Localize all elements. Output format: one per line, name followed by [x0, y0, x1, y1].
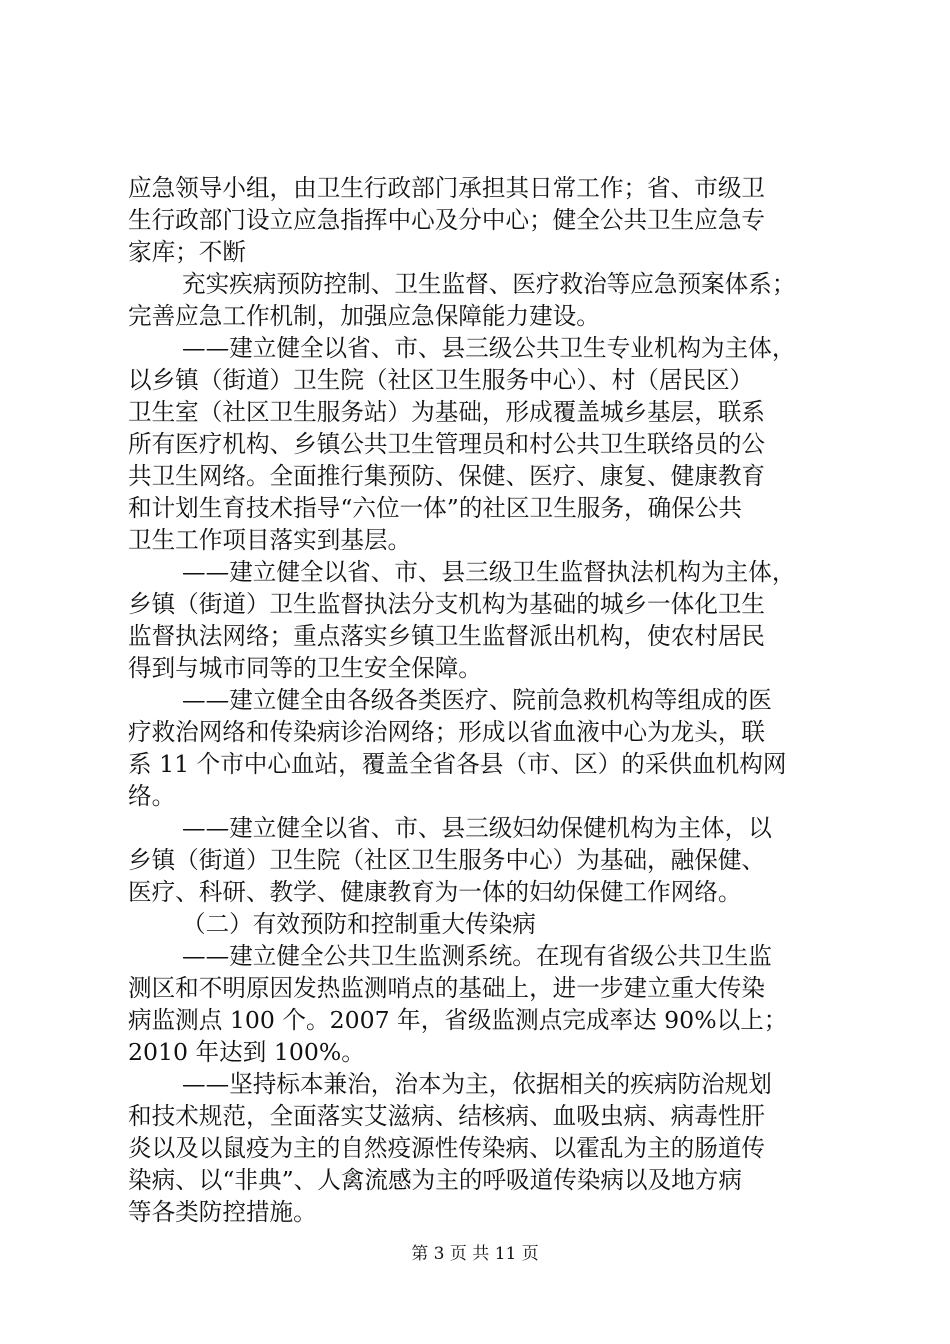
text-line: 乡镇（街道）卫生院（社区卫生服务中心）为基础，融保健、: [128, 846, 766, 874]
text-line: 系 11 个市中心血站，覆盖全省各县（市、区）的采供血机构网: [128, 750, 787, 778]
text-line: 和计划生育技术指导“六位一体”的社区卫生服务，确保公共: [128, 494, 742, 522]
text-line: 生行政部门设立应急指挥中心及分中心；健全公共卫生应急专: [128, 206, 766, 234]
text-line: ——建立健全由各级各类医疗、院前急救机构等组成的医: [182, 686, 772, 714]
text-line: 家库；不断: [128, 238, 246, 266]
document-body: [128, 172, 828, 1228]
text-line: ——坚持标本兼治，治本为主，依据相关的疾病防治规划: [182, 1070, 772, 1098]
text-line: 完善应急工作机制，加强应急保障能力建设。: [128, 302, 600, 330]
text-line: 测区和不明原因发热监测哨点的基础上，进一步建立重大传染: [128, 974, 766, 1002]
text-line: 染病、以“非典”、人禽流感为主的呼吸道传染病以及地方病: [128, 1166, 742, 1194]
text-line: 所有医疗机构、乡镇公共卫生管理员和村公共卫生联络员的公: [128, 430, 766, 458]
text-line: 卫生工作项目落实到基层。: [128, 526, 412, 554]
text-line: ——建立健全以省、市、县三级卫生监督执法机构为主体，: [182, 558, 796, 586]
text-line: 炎以及以鼠疫为主的自然疫源性传染病、以霍乱为主的肠道传: [128, 1134, 766, 1162]
text-line: 等各类防控措施。: [128, 1198, 317, 1226]
text-line: 应急领导小组，由卫生行政部门承担其日常工作；省、市级卫: [128, 174, 766, 202]
text-line: ——建立健全公共卫生监测系统。在现有省级公共卫生监: [182, 942, 772, 970]
text-line: 充实疾病预防控制、卫生监督、医疗救治等应急预案体系；: [182, 270, 796, 298]
text-line: 病监测点 100 个。2007 年，省级监测点完成率达 90%以上；: [128, 1006, 788, 1034]
section-heading: （二）有效预防和控制重大传染病: [182, 910, 536, 938]
text-line: ——建立健全以省、市、县三级妇幼保健机构为主体，以: [182, 814, 772, 842]
text-line: 监督执法网络；重点落实乡镇卫生监督派出机构，使农村居民: [128, 622, 766, 650]
text-line: 和技术规范，全面落实艾滋病、结核病、血吸虫病、病毒性肝: [128, 1102, 766, 1130]
text-line: 络。: [128, 782, 176, 810]
text-line: 以乡镇（街道）卫生院（社区卫生服务中心）、村（居民区）: [128, 366, 754, 394]
text-line: 2010 年达到 100%。: [128, 1038, 365, 1066]
text-line: 得到与城市同等的卫生安全保障。: [128, 654, 482, 682]
text-line: ——建立健全以省、市、县三级公共卫生专业机构为主体，: [182, 334, 796, 362]
page-number: 第 3 页 共 11 页: [411, 1244, 539, 1264]
text-line: 医疗、科研、教学、健康教育为一体的妇幼保健工作网络。: [128, 878, 742, 906]
text-line: 疗救治网络和传染病诊治网络；形成以省血液中心为龙头，联: [128, 718, 766, 746]
text-line: 乡镇（街道）卫生监督执法分支机构为基础的城乡一体化卫生: [128, 590, 766, 618]
text-line: 卫生室（社区卫生服务站）为基础，形成覆盖城乡基层，联系: [128, 398, 766, 426]
text-line: 共卫生网络。全面推行集预防、保健、医疗、康复、健康教育: [128, 462, 766, 490]
